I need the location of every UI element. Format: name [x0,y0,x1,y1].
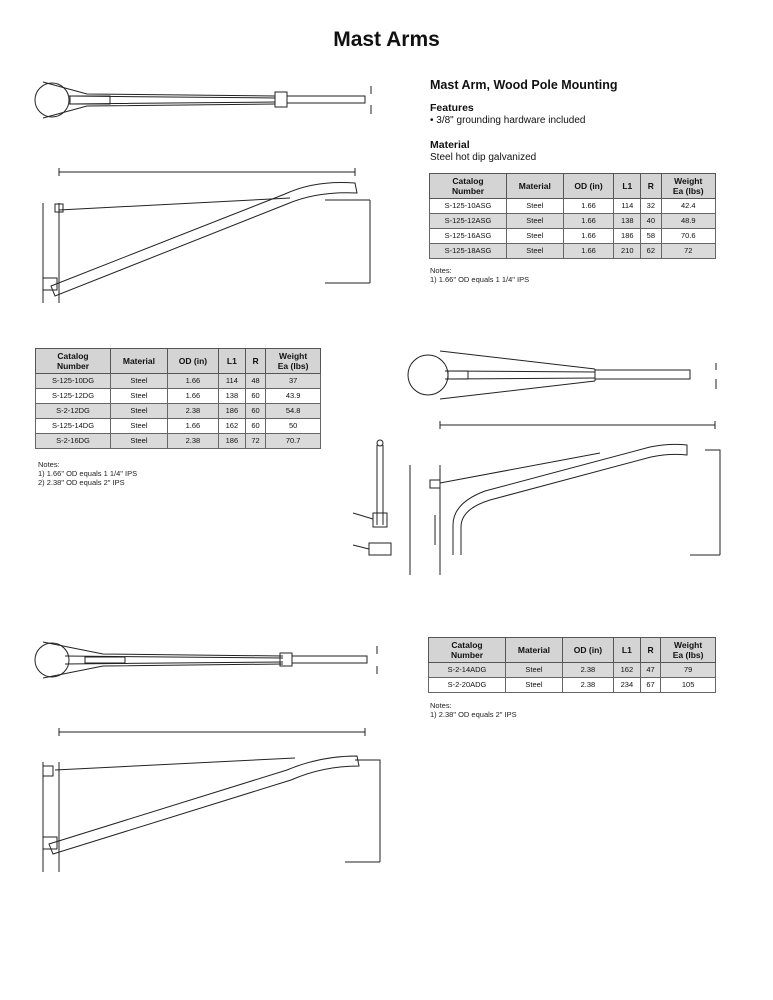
col-material: Material [506,638,563,663]
dg-side-view-drawing [345,405,725,580]
table-row: S-2-16DG Steel 2.38 186 72 70.7 [36,434,321,449]
adg-notes: Notes: 1) 2.38" OD equals 2" IPS [430,701,517,719]
adg-spec-table [428,637,716,693]
asg-notes: Notes: 1) 1.66" OD equals 1 1/4" IPS [430,266,530,284]
adg-side-view-drawing [25,722,390,882]
asg-spec-table [429,173,716,259]
col-od: OD (in) [562,638,613,663]
table-row: S-125-12ASG Steel 1.66 138 40 48.9 [430,214,716,229]
adg-top-view-drawing [25,632,390,687]
page-title: Mast Arms [333,28,440,51]
table-row: S-125-16ASG Steel 1.66 186 58 70.6 [430,229,716,244]
features-heading: Features [430,102,474,114]
asg-side-view-drawing [25,158,390,308]
features-item: • 3/8" grounding hardware included [430,115,586,126]
col-material: Material [111,349,168,374]
dg-top-view-drawing [400,345,730,405]
table-row: S-125-10ASG Steel 1.66 114 32 42.4 [430,199,716,214]
dg-spec-table [35,348,321,449]
col-catalog: Catalog Number [430,174,507,199]
col-od: OD (in) [167,349,218,374]
table-row: S-125-10DG Steel 1.66 114 48 37 [36,374,321,389]
col-od: OD (in) [563,174,614,199]
section-title: Mast Arm, Wood Pole Mounting [430,78,618,92]
col-weight: Weight Ea (lbs) [661,174,716,199]
col-l1: L1 [218,349,245,374]
table-row: S-125-12DG Steel 1.66 138 60 43.9 [36,389,321,404]
table-row: S-2-12DG Steel 2.38 186 60 54.8 [36,404,321,419]
table-row: S-2-14ADG Steel 2.38 162 47 79 [429,663,716,678]
col-r: R [640,638,660,663]
asg-top-view-drawing [25,72,385,127]
col-weight: Weight Ea (lbs) [661,638,716,663]
col-catalog: Catalog Number [429,638,506,663]
table-row: S-125-18ASG Steel 1.66 210 62 72 [430,244,716,259]
material-heading: Material [430,139,470,151]
col-catalog: Catalog Number [36,349,111,374]
col-r: R [245,349,265,374]
table-row: S-2-20ADG Steel 2.38 234 67 105 [429,678,716,693]
col-material: Material [507,174,564,199]
col-l1: L1 [614,174,641,199]
material-value: Steel hot dip galvanized [430,152,537,163]
col-r: R [641,174,661,199]
dg-notes: Notes: 1) 1.66" OD equals 1 1/4" IPS 2) 2.38" OD equals 2" IPS [38,460,138,487]
col-l1: L1 [613,638,640,663]
table-row: S-125-14DG Steel 1.66 162 60 50 [36,419,321,434]
col-weight: Weight Ea (lbs) [266,349,321,374]
